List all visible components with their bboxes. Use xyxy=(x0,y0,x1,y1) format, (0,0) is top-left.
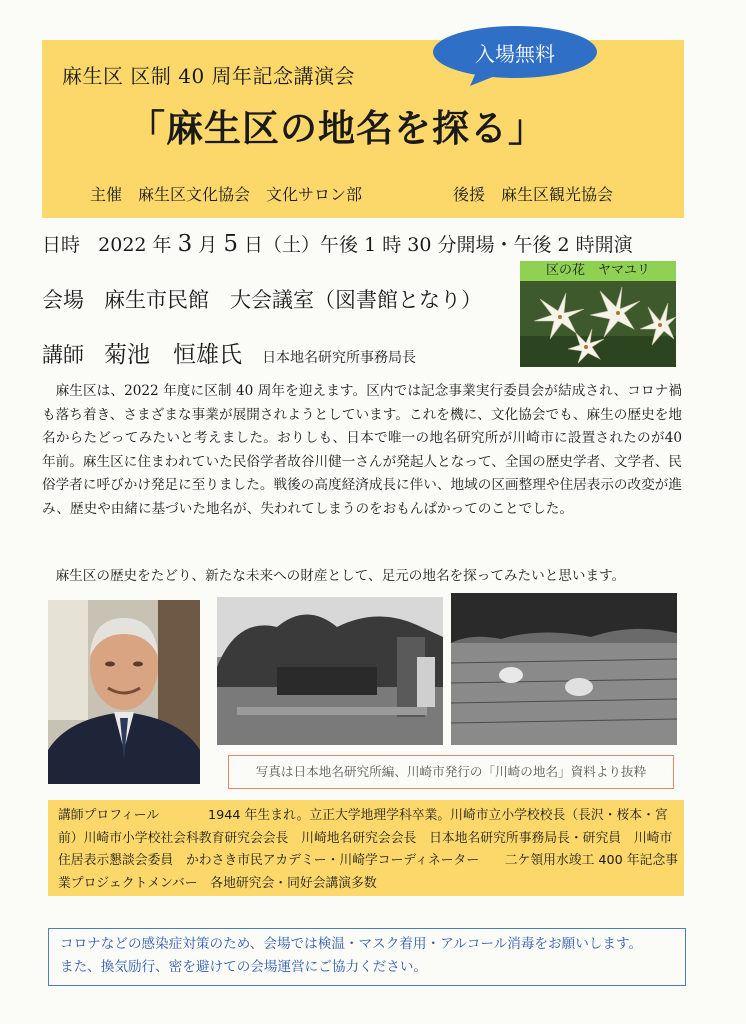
intro-paragraph: 麻生区は、2022 年度に区制 40 周年を迎えます。区内では記念事業実行委員会が結成され、コロナ禍も落ち着き、さまざまな事業が展開されようとしています。これを機に、文化協会でも、麻生の歴史を地名からたどってみたいと考えました。おりしも、日本で唯一の地名研究所が川崎市に設置されたのが40年前。麻生区に住まわれていた民俗学者故谷川健一さんが発起人となって、全国の歴史学者、文学者、民俗学者に呼びかけ発足に至りました。戦後の高度経済成長に伴い、地域の区画整理や住居表示の改変が進み、歴史や由緒に基づいた地名が、失われてしまうのをおもんぱかってのことでした。 xyxy=(42,383,682,517)
profile-text: 1944 年生まれ。立正大学地理学科卒業。川崎市立小学校校長（長沢・桜本・宮前）川崎市小学校社会科教育研究会会長 川崎地名研究会会長 日本地名研究所事務局長・研究員 川崎市住居表示懇談会委員 かわさき市民アカデミー・川崎学コーディネーター 二ケ領用水竣工 400 年記念事業プロジェクトメンバー 各地研究会・同好会講演多数 xyxy=(58,808,679,891)
lecturer-label: 講師 xyxy=(42,343,84,367)
admission-badge-text: 入場無料 xyxy=(475,42,555,66)
shrine-photo xyxy=(217,597,443,745)
lecturer-profile xyxy=(58,805,680,895)
date-time: 日（土）午後 1 時 30 分開場・午後 2 時開演 xyxy=(244,234,633,256)
venue-label: 会場 xyxy=(42,288,84,312)
lily-flower-photo xyxy=(520,281,676,367)
lecturer-row xyxy=(42,336,416,369)
notice-line-2: また、換気励行、密を避けての会場運営にご協力ください。 xyxy=(60,959,428,975)
flower-caption: 区の花 ヤマユリ xyxy=(520,261,676,281)
lecturer-name: 菊池 恒雄氏 xyxy=(104,342,243,368)
notice-line-1: コロナなどの感染症対策のため、会場では検温・マスク着用・アルコール消毒をお願いします。 xyxy=(60,936,643,952)
date-month-unit: 月 xyxy=(198,234,218,256)
photo-source-caption: 写真は日本地名研究所編、川崎市発行の「川崎の地名」資料より抜粋 xyxy=(228,755,674,789)
lecturer-portrait-photo xyxy=(48,600,200,784)
organizer-line: 主催 麻生区文化協会 文化サロン部 xyxy=(90,185,363,204)
closing-paragraph: 麻生区の歴史をたどり、新たな未来への財産として、足元の地名を探ってみたいと思います。 xyxy=(55,568,626,584)
infection-notice xyxy=(60,933,680,979)
rice-field-photo xyxy=(451,593,677,745)
event-subtitle: 麻生区 区制 40 周年記念講演会 xyxy=(62,64,356,88)
date-year: 2022 年 xyxy=(98,234,172,256)
venue-row xyxy=(42,284,482,314)
support-line: 後援 麻生区観光協会 xyxy=(453,185,614,204)
page-title: 「麻生区の地名を探る」 xyxy=(128,106,546,150)
lecturer-title: 日本地名研究所事務局長 xyxy=(262,350,417,366)
date-month: 3 xyxy=(177,231,193,257)
profile-label: 講師プロフィール xyxy=(58,808,160,823)
venue-value: 麻生市民館 大会議室（図書館となり） xyxy=(104,288,483,312)
date-label: 日時 xyxy=(42,234,81,256)
date-day: 5 xyxy=(223,231,238,257)
date-row xyxy=(42,230,633,257)
